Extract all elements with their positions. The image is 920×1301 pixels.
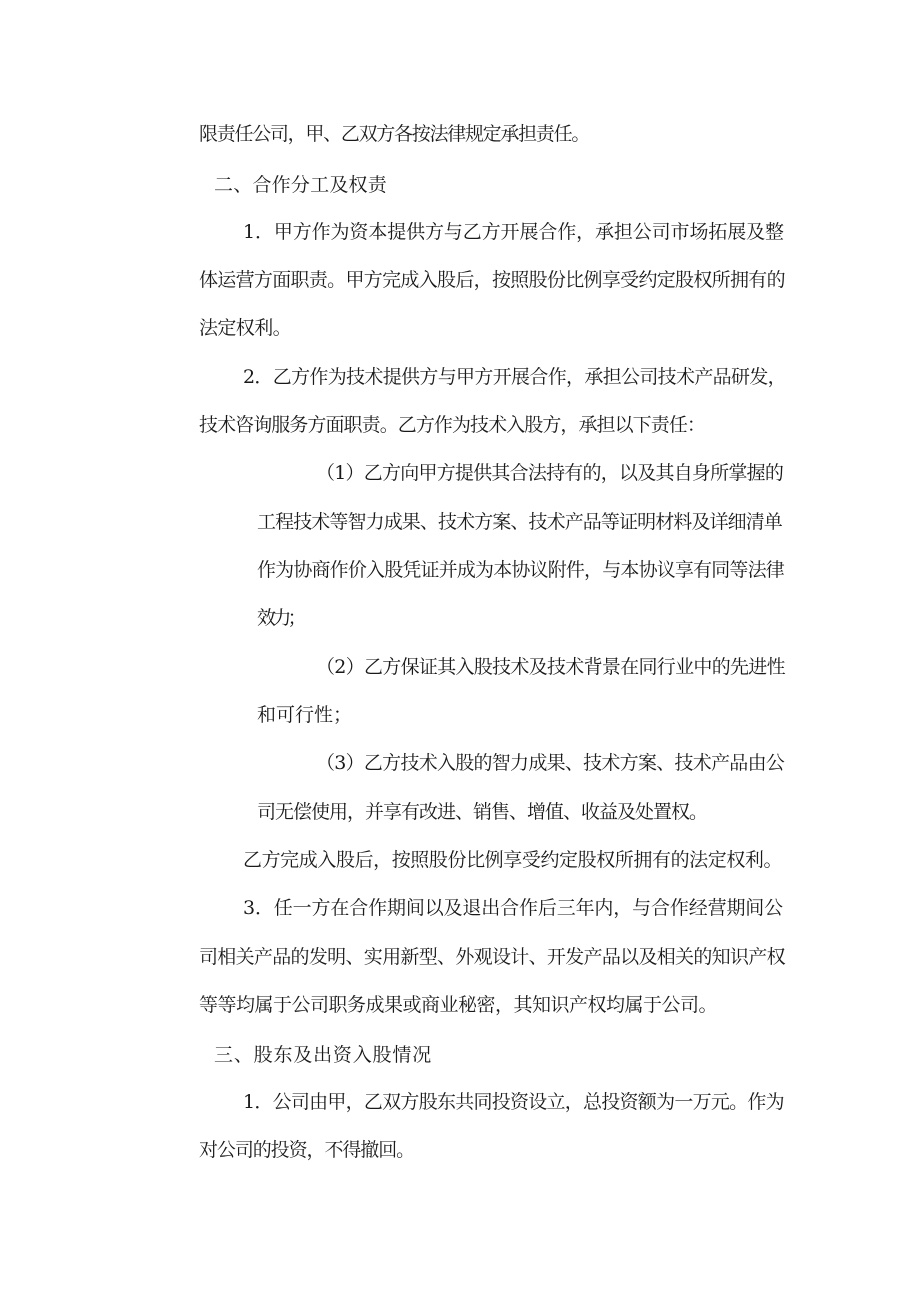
text-line: 法定权利。	[199, 317, 292, 339]
text-line: 体运营方面职责。甲方完成入股后，按照股份比例享受约定股权所拥有的	[199, 269, 785, 291]
text-line: 作为协商作价入股凭证并成为本协议附件，与本协议享有同等法律	[257, 559, 784, 581]
section-heading: 二、合作分工及权责	[214, 174, 387, 196]
text-line: 乙方完成入股后，按照股份比例享受约定股权所拥有的法定权利。	[243, 849, 783, 871]
section-heading: 三、股东及出资入股情况	[214, 1044, 433, 1066]
text-line: （3）乙方技术入股的智力成果、技术方案、技术产品由公	[316, 752, 785, 774]
text-line: （2）乙方保证其入股技术及技术背景在同行业中的先进性	[316, 656, 785, 678]
text-line: 3．任一方在合作期间以及退出合作后三年内，与合作经营期间公	[243, 897, 784, 919]
text-line: 工程技术等智力成果、技术方案、技术产品等证明材料及详细清单	[257, 511, 782, 533]
text-line: 限责任公司，甲、乙双方各按法律规定承担责任。	[199, 123, 590, 145]
text-line: （1）乙方向甲方提供其合法持有的，以及其自身所掌握的	[316, 462, 784, 484]
text-line: 1．甲方作为资本提供方与乙方开展合作，承担公司市场拓展及整	[243, 221, 784, 243]
text-line: 1．公司由甲，乙双方股东共同投资设立，总投资额为一万元。作为	[243, 1091, 784, 1113]
text-line: 效力；	[257, 607, 303, 629]
text-line: 司无偿使用，并享有改进、销售、增值、收益及处置权。	[257, 801, 708, 823]
text-line: 司相关产品的发明、实用新型、外观设计、开发产品以及相关的知识产权	[199, 946, 785, 968]
text-line: 对公司的投资，不得撤回。	[199, 1139, 415, 1161]
text-line: 等等均属于公司职务成果或商业秘密，其知识产权均属于公司。	[199, 994, 718, 1016]
text-line: 和可行性；	[257, 704, 353, 726]
text-line: 2．乙方作为技术提供方与甲方开展合作，承担公司技术产品研发，	[243, 366, 786, 388]
text-line: 技术咨询服务方面职责。乙方作为技术入股方，承担以下责任：	[199, 414, 705, 436]
